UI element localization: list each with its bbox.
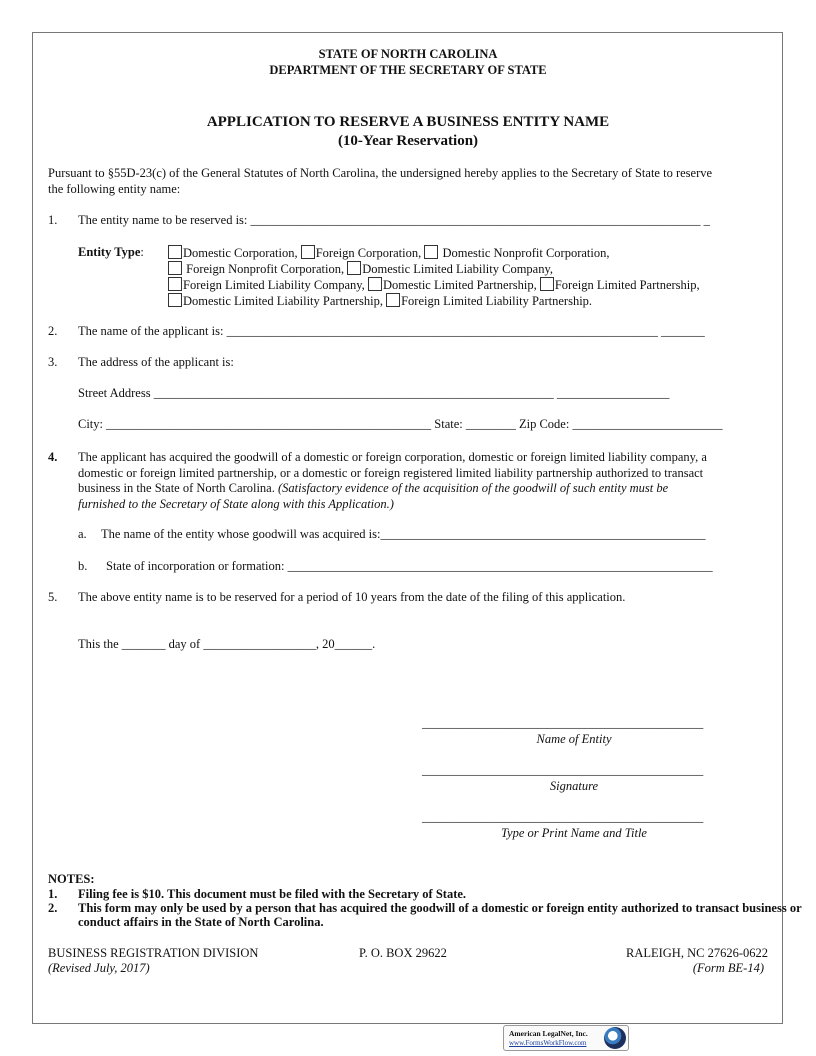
goodwill-entity-name-field[interactable] [101, 527, 705, 542]
date-field[interactable]: This the _______ day of __________________, 20______. [78, 637, 376, 651]
item-3-number: 3. [48, 355, 58, 369]
street-address-line: ________________________________________________________________ __________________ [153, 386, 670, 400]
item-1-number: 1. [48, 213, 58, 227]
entity-name-line: ________________________________________________________________________ _ [250, 213, 710, 227]
state-of-incorporation-field[interactable] [106, 559, 713, 574]
logo-globe-icon [604, 1027, 626, 1049]
entity-type-row-2 [168, 261, 553, 277]
reservation-period-text: The above entity name is to be reserved for a period of 10 years from the date of the filing of this application. [78, 590, 626, 604]
american-legalnet-logo[interactable] [503, 1025, 629, 1051]
signature-label: Signature [549, 779, 599, 793]
item-4b-number: b. [78, 559, 88, 573]
street-address-field[interactable] [78, 386, 669, 401]
footer-division: BUSINESS REGISTRATION DIVISION [48, 946, 259, 960]
checkbox-domestic-corporation[interactable]: Domestic Corporation, [168, 246, 298, 260]
state-heading: STATE OF NORTH CAROLINA [318, 47, 498, 61]
note-1: Filing fee is $10. This document must be filed with the Secretary of State. [78, 887, 467, 901]
checkbox-domestic-lp[interactable]: Domestic Limited Partnership, [368, 278, 537, 292]
item-5-number: 5. [48, 590, 58, 604]
item-4a-number: a. [78, 527, 87, 541]
state-of-incorporation-label: State of incorporation or formation: [106, 559, 285, 573]
checkbox-domestic-llc[interactable]: Domestic Limited Liability Company, [347, 262, 553, 276]
entity-name-field[interactable] [78, 213, 710, 228]
print-name-label: Type or Print Name and Title [501, 826, 647, 840]
city-field[interactable]: City: ____________________________________________________ [78, 417, 432, 431]
goodwill-entity-name-label: The name of the entity whose goodwill was acquired is: [101, 527, 381, 541]
intro-line-1: Pursuant to §55D-23(c) of the General Statutes of North Carolina, the undersigned hereby applies to the Secretary of State to reserve [48, 166, 713, 180]
checkbox-foreign-nonprofit-corporation[interactable]: Foreign Nonprofit Corporation, [168, 262, 344, 276]
applicant-name-field[interactable] [78, 324, 705, 339]
print-name-line[interactable]: _____________________________________________ [422, 810, 704, 824]
goodwill-paragraph: The applicant has acquired the goodwill of a domestic or foreign corporation, domestic or foreign limited liability company, a domestic or foreign limited partnership, or a domestic or foreign registered limited liability partnership authorized to transact business in the State of North Carolina. (Satisfactory evidence of the acquisition of the goodwill of such entity must be furnished to the Secretary of State along with this Application.) [78, 450, 707, 511]
goodwill-entity-name-line: ____________________________________________________ [380, 527, 706, 541]
checkbox-foreign-lp[interactable]: Foreign Limited Partnership, [540, 278, 700, 292]
checkbox-domestic-llp[interactable]: Domestic Limited Liability Partnership, [168, 294, 383, 308]
applicant-name-label: The name of the applicant is: [78, 324, 224, 338]
name-of-entity-label: Name of Entity [536, 732, 612, 746]
entity-type-label: Entity Type: [78, 245, 144, 259]
state-field[interactable]: State: ________ [434, 417, 516, 431]
notes-heading: NOTES: [48, 872, 95, 886]
entity-type-row-1 [168, 245, 610, 261]
footer-revised: (Revised July, 2017) [48, 961, 150, 975]
note-2-number: 2. [48, 901, 58, 915]
footer-city: RALEIGH, NC 27626-0622 [625, 946, 768, 960]
signature-line[interactable]: _____________________________________________ [422, 763, 704, 777]
zip-code-field[interactable]: Zip Code: ________________________ [518, 417, 723, 431]
checkbox-domestic-nonprofit-corporation[interactable]: Domestic Nonprofit Corporation, [424, 246, 609, 260]
applicant-address-label: The address of the applicant is: [78, 355, 234, 369]
logo-company-name: American LegalNet, Inc. [509, 1029, 588, 1038]
form-title: APPLICATION TO RESERVE A BUSINESS ENTITY NAME [206, 114, 610, 130]
intro-line-2: the following entity name: [48, 182, 181, 196]
department-heading: DEPARTMENT OF THE SECRETARY OF STATE [269, 63, 547, 77]
footer-form-number: (Form BE-14) [692, 961, 764, 975]
entity-type-row-3 [168, 277, 700, 293]
item-2-number: 2. [48, 324, 58, 338]
note-2-line-1: This form may only be used by a person that has acquired the goodwill of a domestic or foreign entity authorized to transact business or [78, 901, 802, 915]
name-of-entity-line[interactable]: _____________________________________________ [422, 716, 704, 730]
footer-po-box: P. O. BOX 29622 [359, 946, 447, 960]
note-2-line-2: conduct affairs in the State of North Carolina. [78, 915, 324, 929]
street-address-label: Street Address [78, 386, 151, 400]
applicant-name-line: _____________________________________________________________________ _______ [226, 324, 705, 338]
entity-type-row-4 [168, 293, 592, 309]
logo-url-link[interactable]: www.FormsWorkFlow.com [509, 1039, 587, 1047]
checkbox-foreign-corporation[interactable]: Foreign Corporation, [301, 246, 422, 260]
item-4-number: 4. [48, 450, 58, 464]
note-1-number: 1. [48, 887, 58, 901]
form-subtitle: (10-Year Reservation) [337, 133, 479, 149]
entity-name-label: The entity name to be reserved is: [78, 213, 248, 227]
checkbox-foreign-llp[interactable]: Foreign Limited Liability Partnership. [386, 294, 592, 308]
city-state-zip-row [78, 417, 722, 432]
checkbox-foreign-llc[interactable]: Foreign Limited Liability Company, [168, 278, 365, 292]
state-of-incorporation-line: ____________________________________________________________________ [287, 559, 713, 573]
